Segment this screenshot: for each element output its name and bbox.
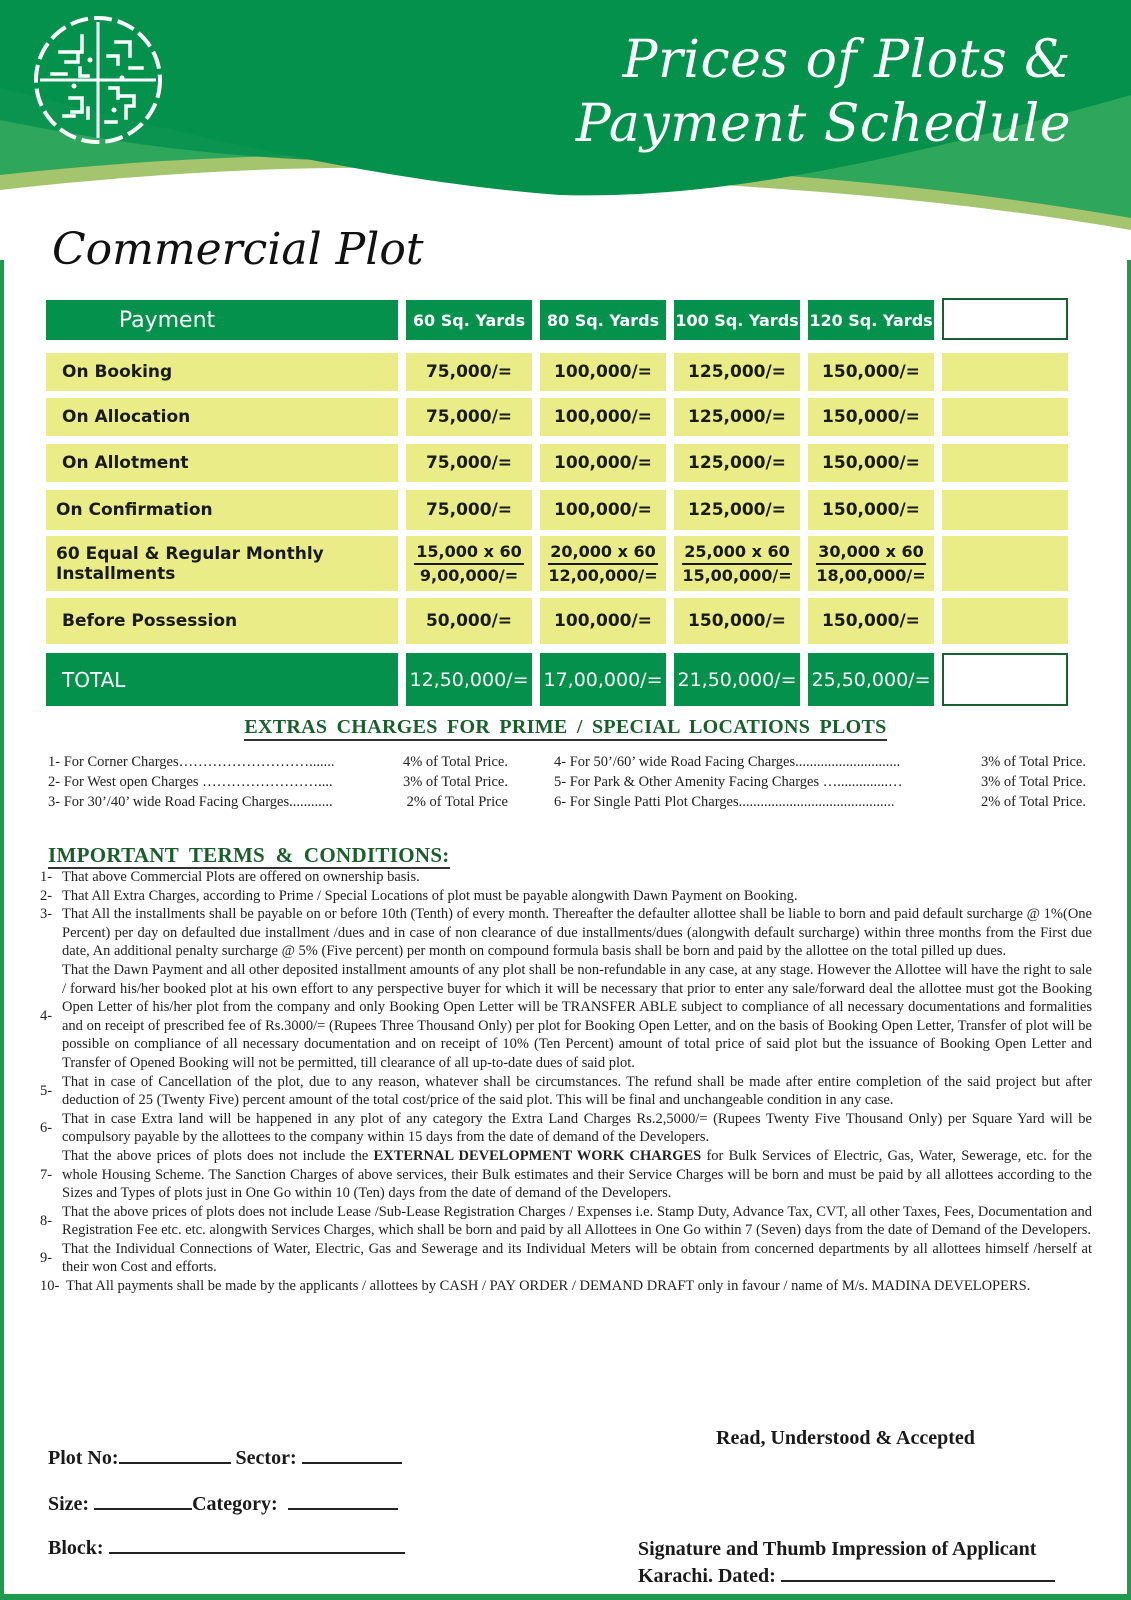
block-label: Block: xyxy=(48,1537,104,1559)
row-value: 125,000/= xyxy=(674,398,800,436)
extras-item-text: 4- For 50’/60’ wide Road Facing Charges............................. xyxy=(554,754,901,770)
signature-label: Signature and Thumb Impression of Applicant xyxy=(638,1538,1037,1560)
header-col-120: 120 Sq. Yards xyxy=(808,300,934,340)
term-item xyxy=(40,887,1092,906)
term-number: 6- xyxy=(40,1120,53,1137)
extras-heading-text: EXTRAS CHARGES FOR PRIME / SPECIAL LOCATIONS PLOTS xyxy=(244,716,886,741)
term-text-bold: EXTERNAL DEVELOPMENT WORK CHARGES xyxy=(373,1147,702,1164)
total-label: TOTAL xyxy=(46,653,398,706)
acceptance-label: Read, Understood & Accepted xyxy=(716,1427,975,1449)
row-value: 100,000/= xyxy=(540,444,666,482)
total-value: 21,50,000/= xyxy=(674,653,800,706)
term-text: That All Extra Charges, according to Prime / Special Locations of plot must be payable alongwith Dawn Payment on Booking. xyxy=(62,887,798,904)
term-text-part: for Bulk Services of Electric, Gas, Water, Sewerage, etc. for the whole Housing Scheme. The Sanction Charges of above services, their Bulk estimates and their Service Charges will be born and must be paid by all allottees according to the Sizes and Types of plots just in One Go within 10 (Ten) days from the date of demand of the Developers. xyxy=(62,1147,1092,1202)
title-line-1: Prices of Plots & xyxy=(622,30,1071,90)
extras-list-right xyxy=(554,752,1086,812)
size-label: Size: xyxy=(48,1493,90,1515)
term-text: That All the installments shall be payable on or before 10th (Tenth) of every month. Thereafter the defaulter allottee shall be liable to born and paid default surcharge @ 1%(One Percent) per day on defaulted due installment /dues and in case of non clearance of due installments/dues (alongwith default surcharge) within three months from the First due date, An additional penalty surcharge @ 5% (Five percent) per month on compound formula basis shall be born and paid by the allottee on the total pilled up dues. xyxy=(62,906,1092,960)
term-number: 3- xyxy=(40,906,53,923)
term-text: That All payments shall be made by the applicants / allottees by CASH / PAY ORDER / DEMAND DRAFT only in favour / name of M/s. MADINA DEVELOPERS. xyxy=(66,1278,1031,1295)
signature-block xyxy=(638,1536,1055,1589)
term-number: 1- xyxy=(40,869,53,885)
row-value: 50,000/= xyxy=(406,598,532,644)
installment-monthly: 15,000 x 60 xyxy=(414,542,523,565)
category-field[interactable] xyxy=(288,1490,398,1510)
installment-value xyxy=(406,536,532,591)
term-text xyxy=(62,1147,1092,1203)
term-text-part: That the above prices of plots does not include the xyxy=(62,1147,374,1164)
row-value: 75,000/= xyxy=(406,353,532,391)
extras-item-text: 6- For Single Patti Plot Charges........................................... xyxy=(554,794,895,810)
term-number: 5- xyxy=(40,1082,53,1099)
extras-item xyxy=(48,752,508,772)
term-item xyxy=(40,1203,1092,1240)
row-value: 75,000/= xyxy=(406,398,532,436)
term-item xyxy=(40,1147,1092,1203)
term-text: That in case Extra land will be happened in any plot of any category the Extra Land Charges Rs.2,5000/= (Rupees Twenty Five Thousand Only) per Square Yard will be compulsory payable by the allottees to the company within 15 days from the date of demand of the Developers. xyxy=(62,1110,1092,1146)
extras-item-text: 5- For Park & Other Amenity Facing Charges …..............… xyxy=(554,774,903,790)
extras-item-text: 3- For 30’/40’ wide Road Facing Charges............ xyxy=(48,794,333,810)
dated-field[interactable] xyxy=(781,1562,1055,1582)
row-blank xyxy=(942,490,1068,530)
sector-label: Sector: xyxy=(235,1447,297,1469)
row-blank xyxy=(942,444,1068,482)
extras-item-charge: 4% of Total Price. xyxy=(402,754,508,770)
term-text: That the Individual Connections of Water, Electric, Gas and Sewerage and its Individual Meters will be obtain from concerned departments by all allottees himself /herself at their won Cost and efforts. xyxy=(62,1240,1092,1276)
row-value: 75,000/= xyxy=(406,444,532,482)
row-label: On Allotment xyxy=(46,444,398,482)
plot-sector-line xyxy=(48,1444,402,1470)
header-col-80: 80 Sq. Yards xyxy=(540,300,666,340)
header-col-100: 100 Sq. Yards xyxy=(674,300,800,340)
plot-no-field[interactable] xyxy=(119,1444,231,1464)
madina-developers-logo-icon xyxy=(30,12,166,148)
row-value: 150,000/= xyxy=(808,398,934,436)
header-blank-box xyxy=(942,298,1068,340)
term-text: That the Dawn Payment and all other deposited installment amounts of any plot shall be non-refundable in any case, at any stage. However the Allottee will have the right to sale / forward his/her booked plot at his own effort to any perspective buyer for which it will be necessary that prior to enter any sale/forward deal the allottee must got the Booking Open Letter of his/her plot from the company and only Booking Open Letter will be TRANSFER ABLE subject to compliance of all necessary documentations and formalities and on receipt of prescribed fee of Rs.3000/= (Rupees Three Thousand Only) per plot for Booking Open Letter, and on the basis of Booking Open Letter, Transfer of plot will be possible on compliance of all necessary documentation and on receipt of 10% (Ten Percent) amount of total price of said plot but the issuance of Booking Open Letter and Transfer of Opened Booking will not be permitted, till clearance of all up-to-date dues of said plot. xyxy=(62,961,1092,1071)
extras-item xyxy=(554,792,1086,812)
size-category-line xyxy=(48,1490,398,1516)
term-number: 10- xyxy=(40,1278,60,1295)
installment-total: 9,00,000/= xyxy=(419,565,519,585)
extras-item-charge: 3% of Total Price. xyxy=(402,774,508,790)
term-number: 9- xyxy=(40,1250,53,1267)
row-value: 100,000/= xyxy=(540,490,666,530)
installment-value xyxy=(674,536,800,591)
term-number: 8- xyxy=(40,1212,53,1229)
row-value: 125,000/= xyxy=(674,353,800,391)
row-blank xyxy=(942,353,1068,391)
row-blank xyxy=(942,398,1068,436)
term-item xyxy=(40,1073,1092,1110)
row-value: 150,000/= xyxy=(808,353,934,391)
row-value: 150,000/= xyxy=(808,598,934,644)
row-value: 100,000/= xyxy=(540,398,666,436)
table-row-installments xyxy=(46,536,1068,591)
table-total-row xyxy=(46,653,1068,706)
extras-item-charge: 3% of Total Price. xyxy=(980,754,1086,770)
terms-list xyxy=(40,868,1092,1296)
term-item xyxy=(40,868,1092,887)
table-row xyxy=(46,398,1068,436)
extras-item-charge: 2% of Total Price. xyxy=(980,794,1086,810)
dated-label: Karachi. Dated: xyxy=(638,1565,776,1587)
row-label: Before Possession xyxy=(46,598,398,644)
total-blank-box xyxy=(942,653,1068,706)
row-value: 75,000/= xyxy=(406,490,532,530)
term-item xyxy=(40,1240,1092,1277)
extras-item-charge: 3% of Total Price. xyxy=(980,774,1086,790)
installment-value xyxy=(808,536,934,591)
row-value: 150,000/= xyxy=(674,598,800,644)
row-label: On Allocation xyxy=(46,398,398,436)
installment-total: 12,00,000/= xyxy=(548,565,658,585)
installment-total: 15,00,000/= xyxy=(682,565,792,585)
row-label: On Booking xyxy=(46,353,398,391)
total-value: 12,50,000/= xyxy=(406,653,532,706)
row-blank xyxy=(942,598,1068,644)
table-row xyxy=(46,353,1068,391)
table-header-row xyxy=(46,300,1068,340)
term-item xyxy=(40,961,1092,1073)
term-item xyxy=(40,905,1092,961)
table-row xyxy=(46,444,1068,482)
extras-item xyxy=(554,772,1086,792)
installment-monthly: 20,000 x 60 xyxy=(548,542,657,565)
row-value: 150,000/= xyxy=(808,490,934,530)
row-blank xyxy=(942,536,1068,591)
table-row xyxy=(46,598,1068,644)
sector-field[interactable] xyxy=(302,1444,402,1464)
term-text: That above Commercial Plots are offered on ownership basis. xyxy=(62,869,420,885)
row-value: 125,000/= xyxy=(674,444,800,482)
installments-label-line-1: 60 Equal & Regular Monthly xyxy=(56,543,324,564)
category-label: Category: xyxy=(192,1493,278,1515)
extras-list-left xyxy=(48,752,508,812)
installments-label-line-2: Installments xyxy=(56,563,176,584)
installment-value xyxy=(540,536,666,591)
installment-total: 18,00,000/= xyxy=(816,565,926,585)
block-line xyxy=(48,1534,405,1560)
term-number: 7- xyxy=(40,1166,53,1183)
section-title: Commercial Plot xyxy=(52,224,424,275)
term-item xyxy=(40,1110,1092,1147)
block-field[interactable] xyxy=(109,1534,405,1554)
row-label: On Confirmation xyxy=(46,490,398,530)
installment-monthly: 30,000 x 60 xyxy=(816,542,925,565)
extras-item-charge: 2% of Total Price xyxy=(406,794,508,810)
title-line-2: Payment Schedule xyxy=(575,94,1071,154)
header-col-60: 60 Sq. Yards xyxy=(406,300,532,340)
page-title xyxy=(511,28,1071,156)
table-row xyxy=(46,490,1068,530)
row-value: 125,000/= xyxy=(674,490,800,530)
term-number: 4- xyxy=(40,1008,53,1025)
row-value: 100,000/= xyxy=(540,353,666,391)
term-text: That in case of Cancellation of the plot, due to any reason, whatever shall be circumstances. The refund shall be made after entire completion of the said project but after deduction of 25 (Twenty Five) percent amount of the total cost/price of the said plot. This will be final and unchangeable condition in any case. xyxy=(62,1073,1092,1109)
row-value: 150,000/= xyxy=(808,444,934,482)
extras-item xyxy=(554,752,1086,772)
row-value: 100,000/= xyxy=(540,598,666,644)
terms-heading: IMPORTANT TERMS & CONDITIONS: xyxy=(48,843,450,867)
total-value: 25,50,000/= xyxy=(808,653,934,706)
size-field[interactable] xyxy=(94,1490,192,1510)
term-number: 2- xyxy=(40,887,53,904)
term-item xyxy=(40,1277,1092,1296)
header-payment: Payment xyxy=(46,300,398,340)
extras-item-text: 2- For West open Charges …………………….... xyxy=(48,774,333,790)
plot-no-label: Plot No: xyxy=(48,1447,119,1469)
term-text: That the above prices of plots does not include Lease /Sub-Lease Registration Charges / Expenses i.e. Stamp Duty, Advance Tax, CVT, all other Taxes, Fees, Documentation and Registration Fee etc. etc. alongwith Services Charges, which shall be born and paid by all Allottees in One Go within 7 (Seven) days from the date of Demand of the Developers. xyxy=(62,1203,1092,1239)
installment-monthly: 25,000 x 60 xyxy=(682,542,791,565)
extras-heading xyxy=(0,716,1131,739)
total-value: 17,00,000/= xyxy=(540,653,666,706)
extras-item xyxy=(48,792,508,812)
extras-item xyxy=(48,772,508,792)
extras-item-text: 1- For Corner Charges………………………....... xyxy=(48,754,335,770)
row-label xyxy=(46,536,398,591)
dated-line xyxy=(638,1562,1055,1589)
